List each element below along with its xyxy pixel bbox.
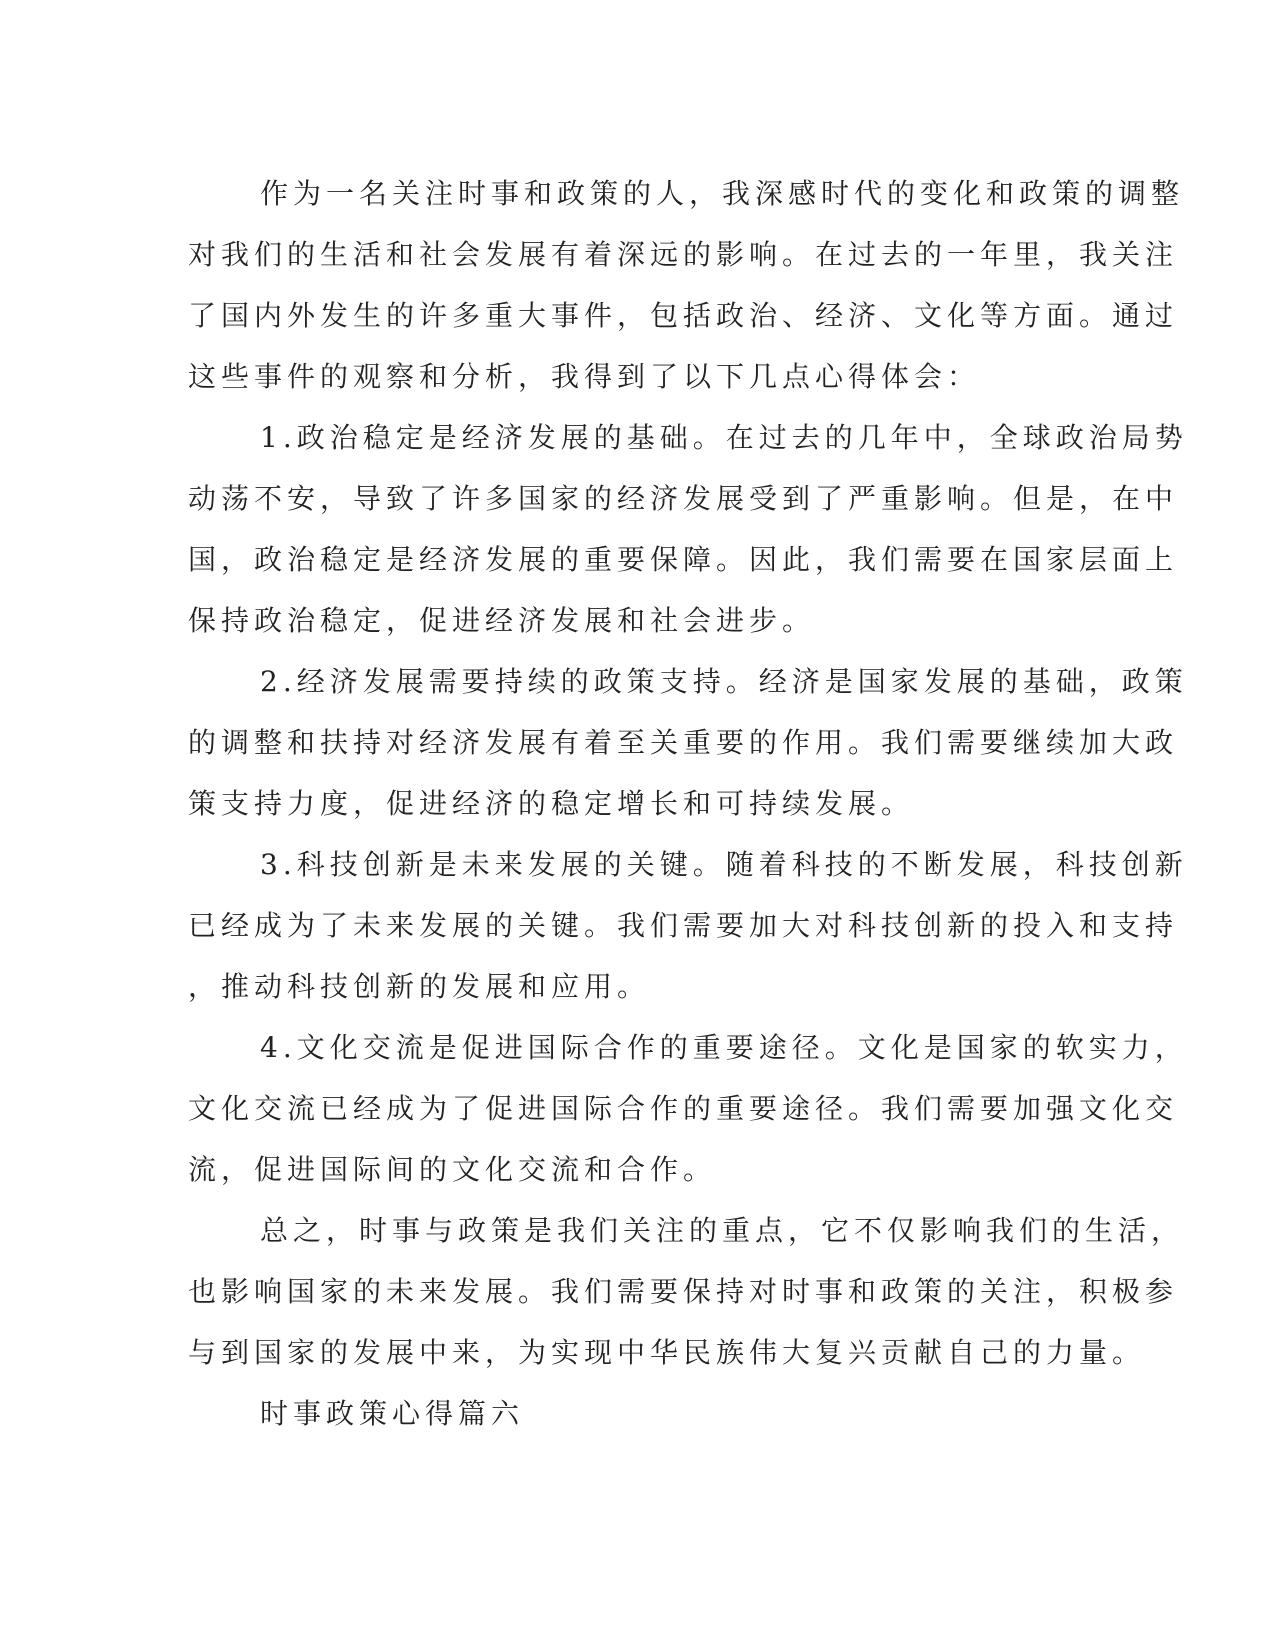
point-1-line-2: 动荡不安，导致了许多国家的经济发展受到了严重影响。但是，在中 <box>188 482 1179 515</box>
point-1-line-1: 1.政治稳定是经济发展的基础。在过去的几年中，全球政治局势 <box>260 421 1188 454</box>
section-heading: 时事政策心得篇六 <box>260 1397 525 1430</box>
point-2-line-2: 的调整和扶持对经济发展有着至关重要的作用。我们需要继续加大政 <box>188 726 1179 759</box>
point-1-line-3: 国，政治稳定是经济发展的重要保障。因此，我们需要在国家层面上 <box>188 543 1179 576</box>
point-4-line-3: 流，促进国际间的文化交流和合作。 <box>188 1153 717 1186</box>
point-3-line-1: 3.科技创新是未来发展的关键。随着科技的不断发展，科技创新 <box>260 848 1188 881</box>
intro-line-4: 这些事件的观察和分析，我得到了以下几点心得体会： <box>188 360 981 393</box>
intro-line-3: 了国内外发生的许多重大事件，包括政治、经济、文化等方面。通过 <box>188 299 1179 332</box>
conclusion-line-2: 也影响国家的未来发展。我们需要保持对时事和政策的关注，积极参 <box>188 1275 1179 1308</box>
intro-line-2: 对我们的生活和社会发展有着深远的影响。在过去的一年里，我关注 <box>188 238 1179 271</box>
point-2-line-1: 2.经济发展需要持续的政策支持。经济是国家发展的基础，政策 <box>260 665 1188 698</box>
conclusion-line-3: 与到国家的发展中来，为实现中华民族伟大复兴贡献自己的力量。 <box>188 1336 1146 1369</box>
point-3-line-3: ，推动科技创新的发展和应用。 <box>188 970 651 1003</box>
point-3-line-2: 已经成为了未来发展的关键。我们需要加大对科技创新的投入和支持 <box>188 909 1179 942</box>
conclusion-line-1: 总之，时事与政策是我们关注的重点，它不仅影响我们的生活， <box>260 1214 1185 1247</box>
intro-line-1: 作为一名关注时事和政策的人，我深感时代的变化和政策的调整 <box>260 177 1185 210</box>
document-body <box>188 163 1188 1444</box>
point-4-line-1: 4.文化交流是促进国际合作的重要途径。文化是国家的软实力， <box>260 1031 1188 1064</box>
point-4-line-2: 文化交流已经成为了促进国际合作的重要途径。我们需要加强文化交 <box>188 1092 1179 1125</box>
point-2-line-3: 策支持力度，促进经济的稳定增长和可持续发展。 <box>188 787 915 820</box>
point-1-line-4: 保持政治稳定，促进经济发展和社会进步。 <box>188 604 816 637</box>
